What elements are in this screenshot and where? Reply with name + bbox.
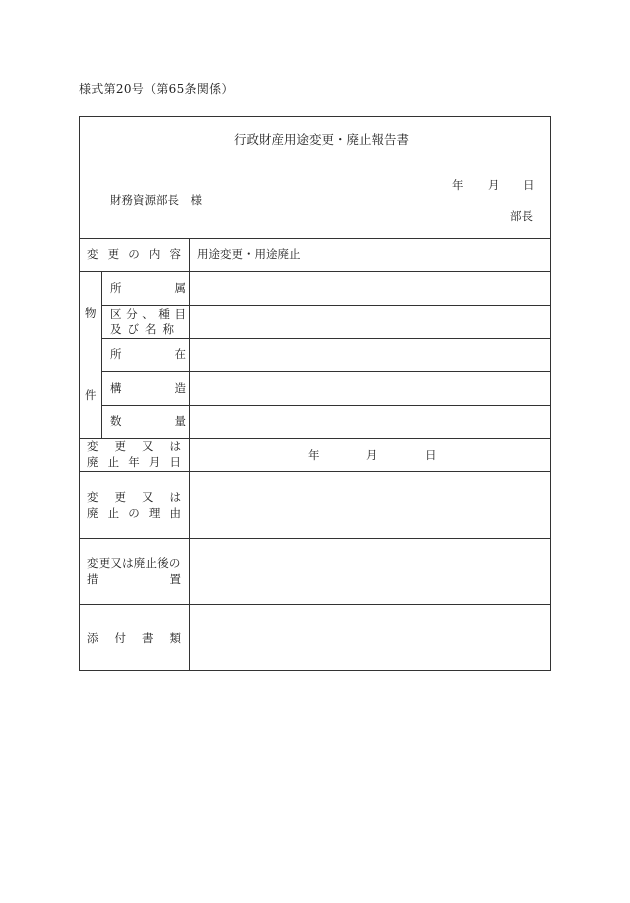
change-date-label-line1: [87, 441, 181, 453]
label-char: 容: [169, 247, 181, 261]
label-char: 属: [174, 281, 186, 295]
rule: [80, 238, 550, 239]
label-char: 廃: [87, 506, 99, 520]
rule: [80, 471, 550, 472]
label-char: 更: [107, 247, 120, 261]
label-char: 所: [110, 281, 122, 295]
rule: [101, 338, 550, 339]
label-char: 量: [174, 414, 186, 428]
label-char: 措: [87, 572, 99, 586]
label-char: 造: [174, 381, 186, 395]
location-label: [110, 349, 186, 361]
change-date-month: 月: [366, 448, 378, 462]
label-char: 内: [148, 247, 161, 261]
form-title: 行政財産用途変更・廃止報告書: [234, 132, 410, 147]
label-char: 名: [145, 322, 157, 336]
label-char: 更: [114, 439, 126, 453]
label-char: 変: [87, 490, 99, 504]
item-group-label-top: 物: [85, 306, 97, 320]
label-char: 廃: [87, 455, 99, 469]
structure-label: [110, 383, 186, 395]
date-month-label: 月: [488, 178, 500, 192]
quantity-label: [110, 416, 186, 428]
label-char: 変: [87, 247, 99, 261]
label-char: 止: [107, 506, 120, 520]
report-form: [79, 116, 551, 671]
reason-label-line2: [87, 508, 181, 520]
label-char: は: [169, 490, 181, 504]
label-char: 日: [169, 455, 181, 469]
label-char: 所: [110, 347, 122, 361]
label-char: 及: [110, 322, 122, 336]
label-char: 、: [142, 307, 154, 321]
label-char: 在: [174, 347, 186, 361]
rule: [80, 604, 550, 605]
sender-title: 部長: [510, 209, 533, 223]
label-char: 又: [142, 439, 154, 453]
category-label-line2: [110, 324, 174, 336]
label-char: 理: [148, 506, 161, 520]
rule: [80, 271, 550, 272]
label-char: 止: [107, 455, 120, 469]
date-day-label: 日: [523, 178, 535, 192]
change-date-day: 日: [425, 448, 437, 462]
rule: [101, 305, 550, 306]
label-char: 構: [110, 381, 122, 395]
label-char: の: [128, 506, 140, 520]
label-char: 付: [114, 631, 126, 645]
label-char: 区: [110, 307, 122, 321]
rule: [101, 405, 550, 406]
label-char: 更: [114, 490, 126, 504]
affiliation-label: [110, 283, 186, 295]
label-char: 年: [128, 455, 140, 469]
addressee: 財務資源部長 様: [110, 193, 202, 207]
label-char: び: [127, 322, 139, 336]
label-char: の: [128, 247, 140, 261]
rule: [189, 238, 190, 670]
label-char: 月: [148, 455, 161, 469]
label-char: 数: [110, 414, 122, 428]
label-char: 目: [174, 307, 186, 321]
label-char: 由: [169, 506, 181, 520]
label-char: 種: [158, 307, 170, 321]
measures-label-line2: [87, 574, 181, 586]
label-char: 分: [126, 307, 138, 321]
category-label-line1: [110, 309, 186, 321]
rule: [80, 538, 550, 539]
date-year-label: 年: [452, 178, 464, 192]
label-char: 変: [87, 439, 99, 453]
reason-label-line1: [87, 492, 181, 504]
label-char: 添: [87, 631, 99, 645]
change-date-label-line2: [87, 457, 181, 469]
label-char: 又: [142, 490, 154, 504]
label-char: 類: [169, 631, 181, 645]
label-char: は: [169, 439, 181, 453]
form-number: 様式第20号（第65条関係）: [79, 82, 234, 96]
change-content-label: [87, 249, 181, 261]
label-char: 称: [162, 322, 174, 336]
change-content-value: 用途変更・用途廃止: [197, 247, 301, 261]
measures-label-line1: 変更又は廃止後の: [87, 556, 181, 570]
rule: [101, 371, 550, 372]
attachments-label: [87, 633, 181, 645]
label-char: 置: [169, 572, 181, 586]
change-date-year: 年: [308, 448, 320, 462]
item-group-label-bottom: 件: [85, 388, 97, 402]
rule: [101, 271, 102, 438]
label-char: 書: [142, 631, 154, 645]
